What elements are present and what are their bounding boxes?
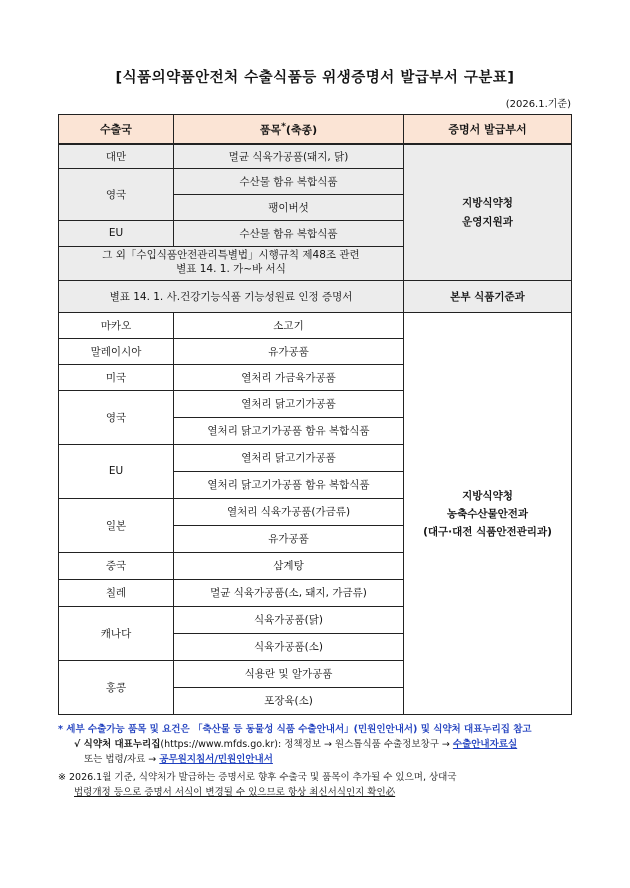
item-cell: 수산물 함유 복합식품: [174, 168, 404, 194]
item-cell: 식육가공품(소): [174, 633, 404, 660]
note-website: √ 식약처 대표누리집(https://www.mfds.go.kr): 정책정보 → 원스톱식품 수출정보창구 → 수출안내자료실: [74, 739, 518, 751]
country-cell: 미국: [59, 364, 174, 390]
item-cell: 식용란 및 알가공품: [174, 660, 404, 687]
country-cell: 칠레: [59, 579, 174, 606]
footnotes: [58, 722, 578, 800]
official-guidelines-link[interactable]: 공무원지침서/민원인안내서: [159, 754, 273, 766]
reference-date: (2026.1.기준): [505, 99, 571, 110]
table-header-row: [59, 115, 572, 145]
table-row: [59, 312, 572, 338]
item-cell: 열처리 식육가공품(가금류): [174, 498, 404, 525]
table-row: [59, 280, 572, 312]
dept-cell-standards: 본부 식품기준과: [404, 280, 572, 312]
item-cell: 삼계탕: [174, 552, 404, 579]
country-cell: 마카오: [59, 312, 174, 338]
country-cell: 대만: [59, 144, 174, 168]
item-cell: 열처리 닭고기가공품: [174, 390, 404, 417]
header-dept: 증명서 발급부서: [404, 115, 572, 145]
country-cell: 영국: [59, 390, 174, 444]
health-food-cell: 별표 14. 1. 사.건강기능식품 기능성원료 인정 증명서: [59, 280, 404, 312]
website-url[interactable]: (https://www.mfds.go.kr): [160, 739, 278, 751]
country-cell: EU: [59, 444, 174, 498]
country-cell: EU: [59, 220, 174, 246]
page-title: [식품의약품안전처 수출식품등 위생증명서 발급부서 구분표]: [115, 70, 515, 86]
export-guide-link[interactable]: 수출안내자료실: [452, 739, 518, 751]
item-cell: 수산물 함유 복합식품: [174, 220, 404, 246]
country-cell: 말레이시아: [59, 338, 174, 364]
dept-cell-agri: 지방식약청 농축수산물안전과 (대구·대전 식품안전관리과): [404, 312, 572, 714]
item-cell: 열처리 닭고기가공품: [174, 444, 404, 471]
guide-link[interactable]: 「축산물 등 동물성 식품 수출안내서」: [192, 724, 354, 735]
note-disclaimer: ※ 2026.1월 기준, 식약처가 발급하는 증명서로 향후 수출국 및 품목이 추가될 수 있으며, 상대국 법령개정 등으로 증명서 서식이 변경될 수 있으므로 항상 최신서식인지 확인必: [58, 771, 457, 798]
item-cell: 열처리 닭고기가공품 함유 복합식품: [174, 471, 404, 498]
item-cell: 팽이버섯: [174, 194, 404, 220]
item-asterisk: *: [281, 120, 286, 132]
note-laws: 또는 법령/자료 → 공무원지침서/민원인안내서: [84, 754, 273, 766]
item-cell: 식육가공품(닭): [174, 606, 404, 633]
note-guide: * 세부 수출가능 품목 및 요건은 「축산물 등 동물성 식품 수출안내서」(민원인안내서) 및 식약처 대표누리집 참고: [58, 724, 532, 735]
country-cell: 캐나다: [59, 606, 174, 660]
dept-cell-operations: 지방식약청 운영지원과: [404, 144, 572, 280]
item-cell: 유가공품: [174, 338, 404, 364]
header-country: 수출국: [59, 115, 174, 145]
country-cell: 영국: [59, 168, 174, 220]
country-cell: 홍콩: [59, 660, 174, 714]
country-cell: 중국: [59, 552, 174, 579]
item-cell: 유가공품: [174, 525, 404, 552]
item-cell: 멸균 식육가공품(소, 돼지, 가금류): [174, 579, 404, 606]
item-cell: 포장육(소): [174, 687, 404, 714]
item-cell: 멸균 식육가공품(돼지, 닭): [174, 144, 404, 168]
item-cell: 소고기: [174, 312, 404, 338]
country-cell: 일본: [59, 498, 174, 552]
department-table: [58, 114, 572, 715]
table-row: [59, 144, 572, 168]
header-item: 품목*(축종): [174, 115, 404, 145]
item-cell: 열처리 닭고기가공품 함유 복합식품: [174, 417, 404, 444]
item-cell: 열처리 가금육가공품: [174, 364, 404, 390]
other-forms-cell: 그 외「수입식품안전관리특별법」시행규칙 제48조 관련 별표 14. 1. 가~바 서식: [59, 246, 404, 280]
